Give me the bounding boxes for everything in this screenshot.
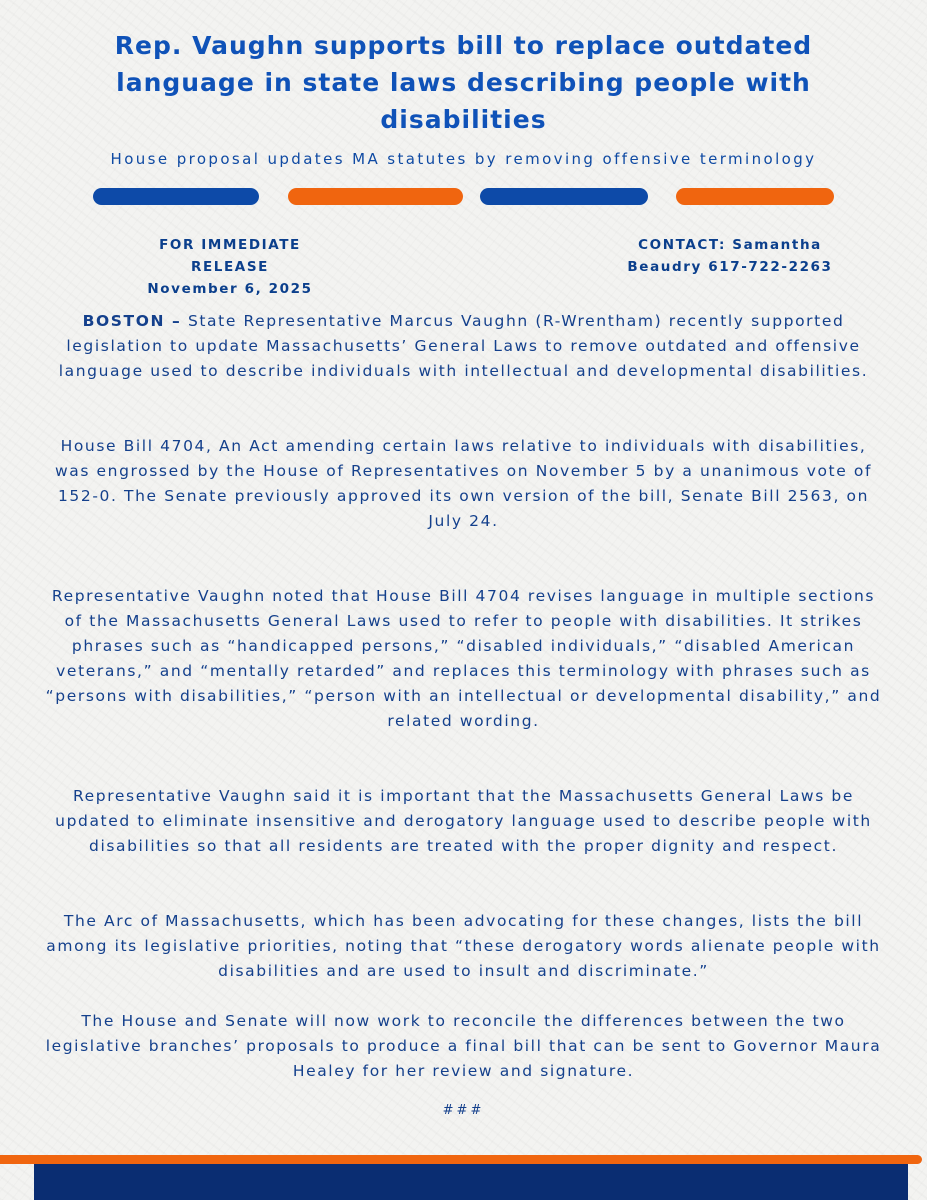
contact-line1: CONTACT: Samantha xyxy=(638,237,822,253)
page-title: Rep. Vaughn supports bill to replace outdated language in state laws describing people with disabilities xyxy=(114,31,813,134)
release-label-line1: FOR IMMEDIATE xyxy=(159,237,301,253)
release-block xyxy=(110,234,350,300)
paragraph-intro-text: State Representative Marcus Vaughn (R-Wrentham) recently supported legislation to update Massachusetts’ General Laws to remove outdated and offensive language used to describe individuals with intellectual and developmental disabilities. xyxy=(58,312,869,380)
paragraph-next-steps: The House and Senate will now work to reconcile the differences between the two legislative branches’ proposals to produce a final bill that can be sent to Governor Maura Healey for her review and signature. xyxy=(45,1012,882,1080)
decorative-bar-blue-1 xyxy=(93,188,259,205)
decorative-bar-blue-2 xyxy=(480,188,648,205)
footer-navy-band xyxy=(34,1164,908,1200)
end-mark: ### xyxy=(442,1103,485,1118)
paragraph-bill: House Bill 4704, An Act amending certain laws relative to individuals with disabilities, was engrossed by the House of Representatives on November 5 by a unanimous vote of 152-0. The Senate previously approved its own version of the bill, Senate Bill 2563, on July 24. xyxy=(54,437,873,530)
release-date: November 6, 2025 xyxy=(147,281,313,297)
paragraph-importance: Representative Vaughn said it is important that the Massachusetts General Laws be updated to eliminate insensitive and derogatory language used to describe people with disabilities so that all residents are treated with the proper dignity and respect. xyxy=(55,787,872,855)
decorative-bar-orange-1 xyxy=(288,188,463,205)
dateline: BOSTON – xyxy=(82,312,182,330)
contact-line2: Beaudry 617-722-2263 xyxy=(627,259,833,275)
contact-block xyxy=(610,234,850,278)
paragraph-revisions: Representative Vaughn noted that House Bill 4704 revises language in multiple sections of the Massachusetts General Laws used to refer to people with disabilities. It strikes phrases such as “handicapped persons,” “disabled individuals,” “disabled American veterans,” and “mentally retarded” and replaces this terminology with phrases such as “persons with disabilities,” “person with an intellectual or developmental disability,” and related wording. xyxy=(45,587,882,730)
decorative-bar-orange-2 xyxy=(676,188,834,205)
subtitle: House proposal updates MA statutes by removing offensive terminology xyxy=(110,150,817,168)
paragraph-intro xyxy=(40,309,887,384)
release-label-line2: RELEASE xyxy=(190,259,270,275)
paragraph-arc: The Arc of Massachusetts, which has been advocating for these changes, lists the bill among its legislative priorities, noting that “these derogatory words alienate people with disabilities and are used to insult and discriminate.” xyxy=(46,912,881,980)
footer-orange-stripe xyxy=(0,1155,922,1164)
